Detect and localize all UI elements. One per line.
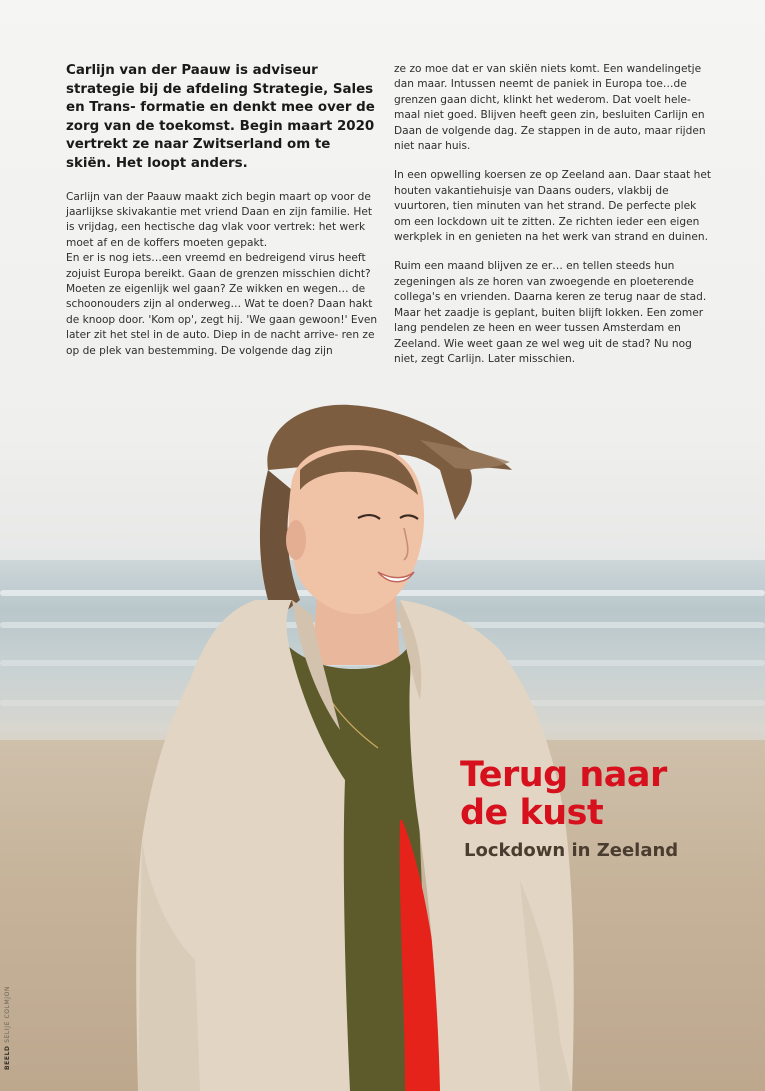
article-column-right xyxy=(394,62,712,367)
article-title xyxy=(460,756,750,832)
credit-name: SELIJE COLMJON xyxy=(4,985,11,1043)
body-paragraph: In een opwelling koersen ze op Zeeland aan. Daar staat het houten vakantiehuisje van Daans ouders, vlakbij de vuurtoren, tien minuten van het strand. De perfecte plek om een lockdown uit te zitten. Ze richten ieder een eigen werkplek in en genieten na het werk van strand en duinen. xyxy=(394,169,711,244)
body-paragraph: En er is nog iets…een vreemd en bedreigend virus heeft zojuist Europa bereikt. Gaan de grenzen misschien dicht? Moeten ze eigenlijk wel gaan? Ze wikken en wegen… de schoonouders zijn al onderweg… Wat te doen? Daan hakt de knoop door. 'Kom op', zegt hij. 'We gaan gewoon!' Even later zit het stel in de auto. Diep in de nacht arrive- ren ze op de plek van bestemming. De volgende dag zijn xyxy=(66,252,378,357)
title-line: de kust xyxy=(460,793,604,833)
lead-paragraph: Carlijn van der Paauw is adviseur strategie bij de afdeling Strategie, Sales en Trans- formatie en denkt mee over de zorg van de toekomst. Begin maart 2020 vertrekt ze naar Zwitserland om te skiën. Het loopt anders. xyxy=(66,63,375,171)
article-column-left xyxy=(66,62,378,359)
body-paragraph: Ruim een maand blijven ze er… en tellen steeds hun zegeningen als ze horen van zwoegende en ploeterende collega's en vrienden. Daarna keren ze terug naar de stad. Maar het zaadje is geplant, buiten blijft lokken. Een zomer lang pendelen ze heen en weer tussen Amsterdam en Zeeland. Wie weet gaan ze wel weg uit de stad? Nu nog niet, zegt Carlijn. Later misschien. xyxy=(394,260,707,365)
body-paragraph: ze zo moe dat er van skiën niets komt. Een wandelingetje dan maar. Intussen neemt de paniek in Europa toe…de grenzen gaan dicht, klinkt het wederom. Dat voelt hele- maal niet goed. Blijven heeft geen zin, besluiten Carlijn en Daan de volgende dag. Ze stappen in de auto, maar rijden niet naar huis. xyxy=(394,63,706,153)
article-subtitle: Lockdown in Zeeland xyxy=(464,840,679,861)
credit-label: BEELD xyxy=(4,1045,11,1070)
body-paragraph: Carlijn van der Paauw maakt zich begin maart op voor de jaarlijkse skivakantie met vriend Daan en zijn familie. Het is vrijdag, een hectische dag vlak voor vertrek: het werk moet af en de koffers moeten gepakt. xyxy=(66,190,373,249)
photo-credit xyxy=(4,960,11,1070)
title-line: Terug naar xyxy=(460,755,667,795)
